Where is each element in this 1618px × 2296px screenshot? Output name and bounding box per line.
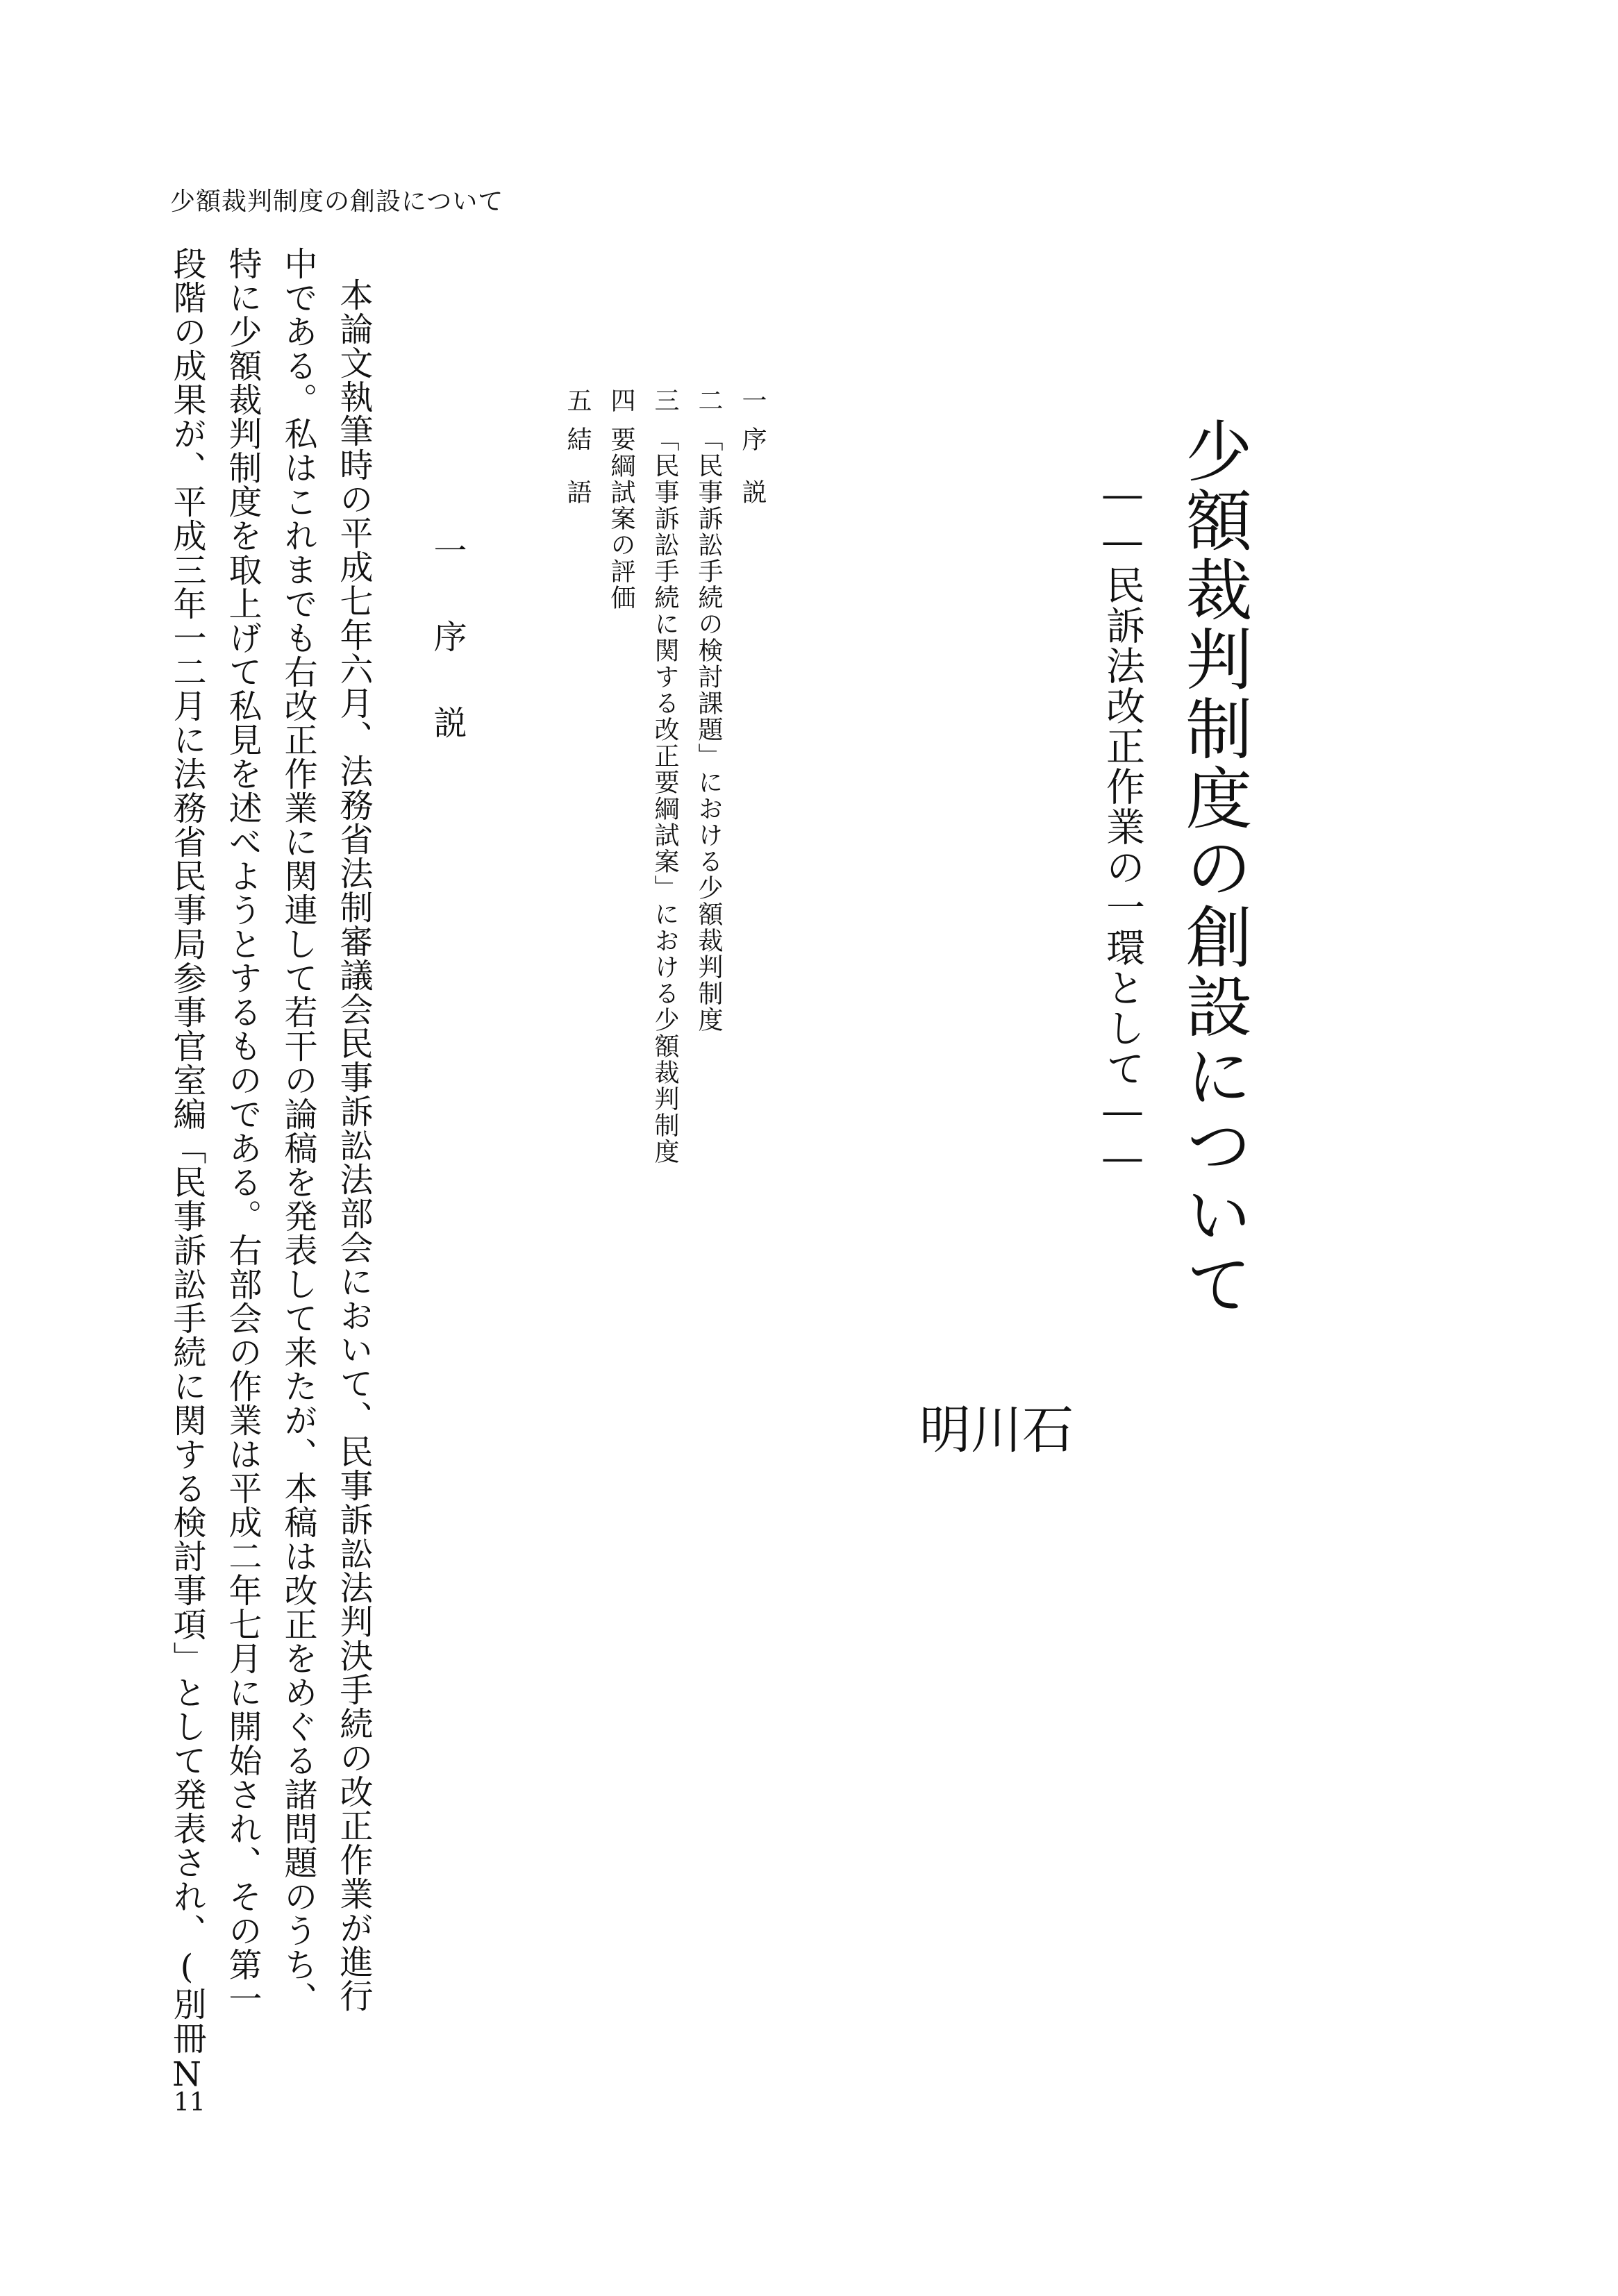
toc-item-1 bbox=[740, 387, 765, 505]
toc-item-2 bbox=[696, 387, 721, 1033]
body-line-2: 中である。私はこれまでも右改正作業に関連して若干の論稿を発表して来たが、本稿は改正をめぐる諸問題のうち、 bbox=[278, 246, 317, 2016]
toc-item-5 bbox=[565, 387, 590, 505]
section-heading: 一 序 説 bbox=[428, 533, 467, 748]
toc-item-text: 結 語 bbox=[563, 426, 592, 505]
toc-item-text: 「民事訴訟手続に関する改正要綱試案」における少額裁判制度 bbox=[651, 426, 679, 1165]
toc-item-text: 要綱試案の評価 bbox=[607, 426, 635, 611]
author-name bbox=[911, 1402, 1074, 1558]
toc-item-number: 二 bbox=[694, 387, 723, 414]
author-char-3: 明 bbox=[911, 1402, 971, 1454]
article-subtitle: ――民訴法改正作業の一環として―― bbox=[1100, 472, 1145, 1182]
body-line-4: 段階の成果が、平成三年一二月に法務省民事局参事官室編「民事訴訟手続に関する検討事項」として発表され、(別冊N bbox=[167, 246, 206, 2095]
toc-item-3 bbox=[652, 387, 677, 1165]
toc-item-text: 序 説 bbox=[738, 426, 767, 505]
toc-item-text: 「民事訴訟手続の検討課題」における少額裁判制度 bbox=[694, 426, 723, 1033]
toc-item-number: 四 bbox=[607, 387, 635, 414]
author-char-2: 川 bbox=[962, 1402, 1022, 1454]
toc-item-number: 五 bbox=[563, 387, 592, 414]
running-header: 少額裁判制度の創設について bbox=[170, 187, 504, 216]
author-char-1: 石 bbox=[1014, 1402, 1074, 1454]
toc-item-number: 三 bbox=[651, 387, 679, 414]
article-title: 少額裁判制度の創設について bbox=[1175, 417, 1253, 1319]
page-number: 11 bbox=[174, 2088, 206, 2117]
body-line-3: 特に少額裁判制度を取上げて私見を述べようとするものである。右部会の作業は平成二年七月に開始され、その第一 bbox=[223, 246, 262, 2016]
toc-item-number: 一 bbox=[738, 387, 767, 414]
body-line-1: 本論文執筆時の平成七年六月、法務省法制審議会民事訴訟法部会において、民事訴訟法判決手続の改正作業が進行 bbox=[334, 278, 373, 2013]
toc-item-4 bbox=[608, 387, 633, 611]
